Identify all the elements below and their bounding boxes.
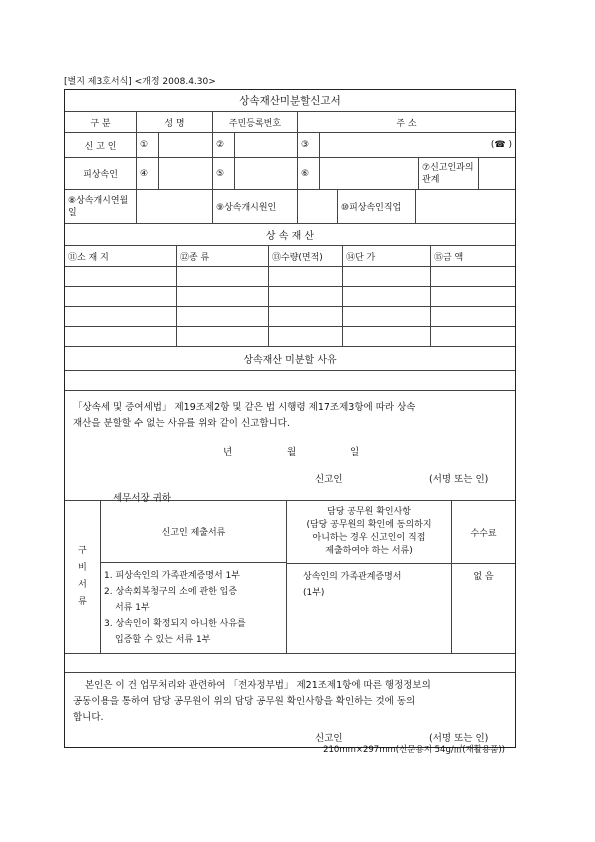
property-header-row [65,246,515,267]
date-year: 년 [223,447,233,458]
property-data-row [65,307,515,327]
reason-title-row [65,347,515,371]
date-month: 월 [287,447,297,458]
decedent-name-field[interactable] [159,158,213,189]
property-title-row [65,224,515,246]
property-cell[interactable] [343,287,431,306]
submit-item: 서류 1부 [115,603,150,613]
occupation-field[interactable] [416,190,515,223]
submit-documents-column [101,501,287,653]
property-col-location: ⑪소 재 지 [65,246,177,266]
cause-label: ⑨상속개시원인 [213,190,298,223]
side-char: 구 [78,546,87,556]
documents-side-label [65,501,101,653]
cause-field[interactable] [298,190,338,223]
property-cell[interactable] [269,327,343,346]
submit-documents-header: 신고인 제출서류 [101,501,286,563]
submit-item: 입증할 수 있는 서류 1부 [115,635,211,645]
fee-value: 없 음 [473,572,494,582]
verify-item: 상속인의 가족관계증명서 [303,572,402,582]
reason-field-row [65,371,515,391]
consent-signature-label: 신고인 [315,733,343,744]
verify-item: (1부) [303,588,325,598]
submit-item: 3. 상속인이 확정되지 아니한 사유를 [104,619,246,629]
consent-signature-sign[interactable]: (서명 또는 인) [429,733,489,744]
category-header: 구 분 [65,112,137,132]
reason-title: 상속재산 미분할 사유 [243,355,337,366]
verify-documents-list [287,564,451,653]
property-cell[interactable] [65,327,177,346]
decedent-row [65,158,515,190]
signature-sign[interactable]: (서명 또는 인) [429,474,489,485]
decedent-label: 피상속인 [65,158,137,189]
addressee: 세무서장 귀하 [113,493,172,504]
date-day: 일 [350,447,360,458]
property-cell[interactable] [177,327,269,346]
decedent-name-number: ④ [137,158,159,189]
decedent-id-number: ⑤ [213,158,235,189]
submit-documents-list [101,563,286,653]
property-col-unit-price: ⑭단 가 [343,246,431,266]
declaration-statement-block [65,391,515,504]
table-header-row [65,112,515,133]
property-data-row [65,267,515,287]
verify-documents-column [287,501,452,653]
statement-line-1: 「상속세 및 증여세법」 제19조제2항 및 같은 법 시행령 제17조제3항에 따라 상속 [73,402,416,413]
verify-header-line: 아니하는 경우 신고인이 직접 [312,533,426,543]
declarant-id-field[interactable] [235,133,298,157]
id-number-header: 주민등록번호 [213,112,298,132]
property-cell[interactable] [343,327,431,346]
property-cell[interactable] [431,267,515,286]
property-title: 상 속 재 산 [265,231,315,242]
property-cell[interactable] [269,267,343,286]
property-cell[interactable] [431,327,515,346]
consent-line-1: 본인은 이 건 업무처리와 관련하여 「전자정부법」 제21조제1항에 따른 행정정보의 [85,680,431,691]
property-cell[interactable] [177,267,269,286]
declarant-address-number: ③ [298,133,320,157]
property-col-quantity: ⑬수량(면적) [269,246,343,266]
verify-header-line: 담당 공무원 확인사항 [327,507,411,517]
start-date-label: ⑧상속개시연월일 [65,190,137,223]
property-data-row [65,287,515,307]
spacer-row [65,654,515,673]
consent-line-3: 합니다. [73,712,104,723]
consent-line-2: 공동이용을 통하여 담당 공무원이 위의 담당 공무원 확인사항을 확인하는 것에 동의 [73,696,416,707]
property-cell[interactable] [269,307,343,326]
fee-header: 수수료 [452,501,515,564]
property-cell[interactable] [431,287,515,306]
name-header: 성 명 [137,112,213,132]
decedent-address-field[interactable] [320,158,419,189]
verify-documents-header [287,501,451,564]
decedent-address-number: ⑥ [298,158,320,189]
declarant-row [65,133,515,158]
relation-label: ⑦신고인과의 관계 [419,158,479,189]
property-cell[interactable] [269,287,343,306]
property-cell[interactable] [65,307,177,326]
consent-block [65,673,515,747]
decedent-id-field[interactable] [235,158,298,189]
signature-label: 신고인 [315,474,343,485]
property-cell[interactable] [65,287,177,306]
declarant-name-field[interactable] [159,133,213,157]
side-char: 서 [78,580,87,590]
property-cell[interactable] [343,307,431,326]
fee-column [452,501,515,653]
property-cell[interactable] [343,267,431,286]
start-date-field[interactable] [137,190,213,223]
property-data-row [65,327,515,347]
form-number: [별지 제3호서식] <개정 2008.4.30> [64,77,216,87]
property-col-amount: ⑮금 액 [434,252,464,263]
property-cell[interactable] [65,267,177,286]
property-cell[interactable] [177,307,269,326]
inheritance-info-row [65,190,515,224]
form-title: 상속재산미분할신고서 [239,95,341,107]
paper-spec-footer: 210mm×297mm(신문용지 54g/㎡(재활용품)) [323,745,505,755]
verify-header-line: 제출하여야 하는 서류) [325,546,413,556]
address-header: 주 소 [396,118,417,129]
property-cell[interactable] [431,307,515,326]
occupation-label: ⑩피상속인직업 [338,190,416,223]
side-char: 비 [78,563,87,573]
property-cell[interactable] [177,287,269,306]
declarant-id-number: ② [213,133,235,157]
submit-item: 1. 피상속인의 가족관계증명서 1부 [104,571,240,581]
relation-field[interactable] [479,158,515,189]
declarant-label: 신 고 인 [65,133,137,157]
reason-field[interactable] [65,371,515,390]
title-row [65,90,515,112]
declarant-phone-field[interactable]: (☎ ) [490,140,512,150]
inheritance-declaration-form [64,89,516,748]
side-char: 류 [78,597,87,607]
documents-section [65,501,515,654]
verify-header-line: (담당 공무원의 확인에 동의하지 [306,520,432,530]
submit-item: 2. 상속회복청구의 소에 관한 입증 [104,587,238,597]
declarant-name-number: ① [137,133,159,157]
property-col-type: ⑫종 류 [177,246,269,266]
statement-line-2: 재산을 분할할 수 없는 사유를 위와 같이 신고합니다. [73,418,290,429]
